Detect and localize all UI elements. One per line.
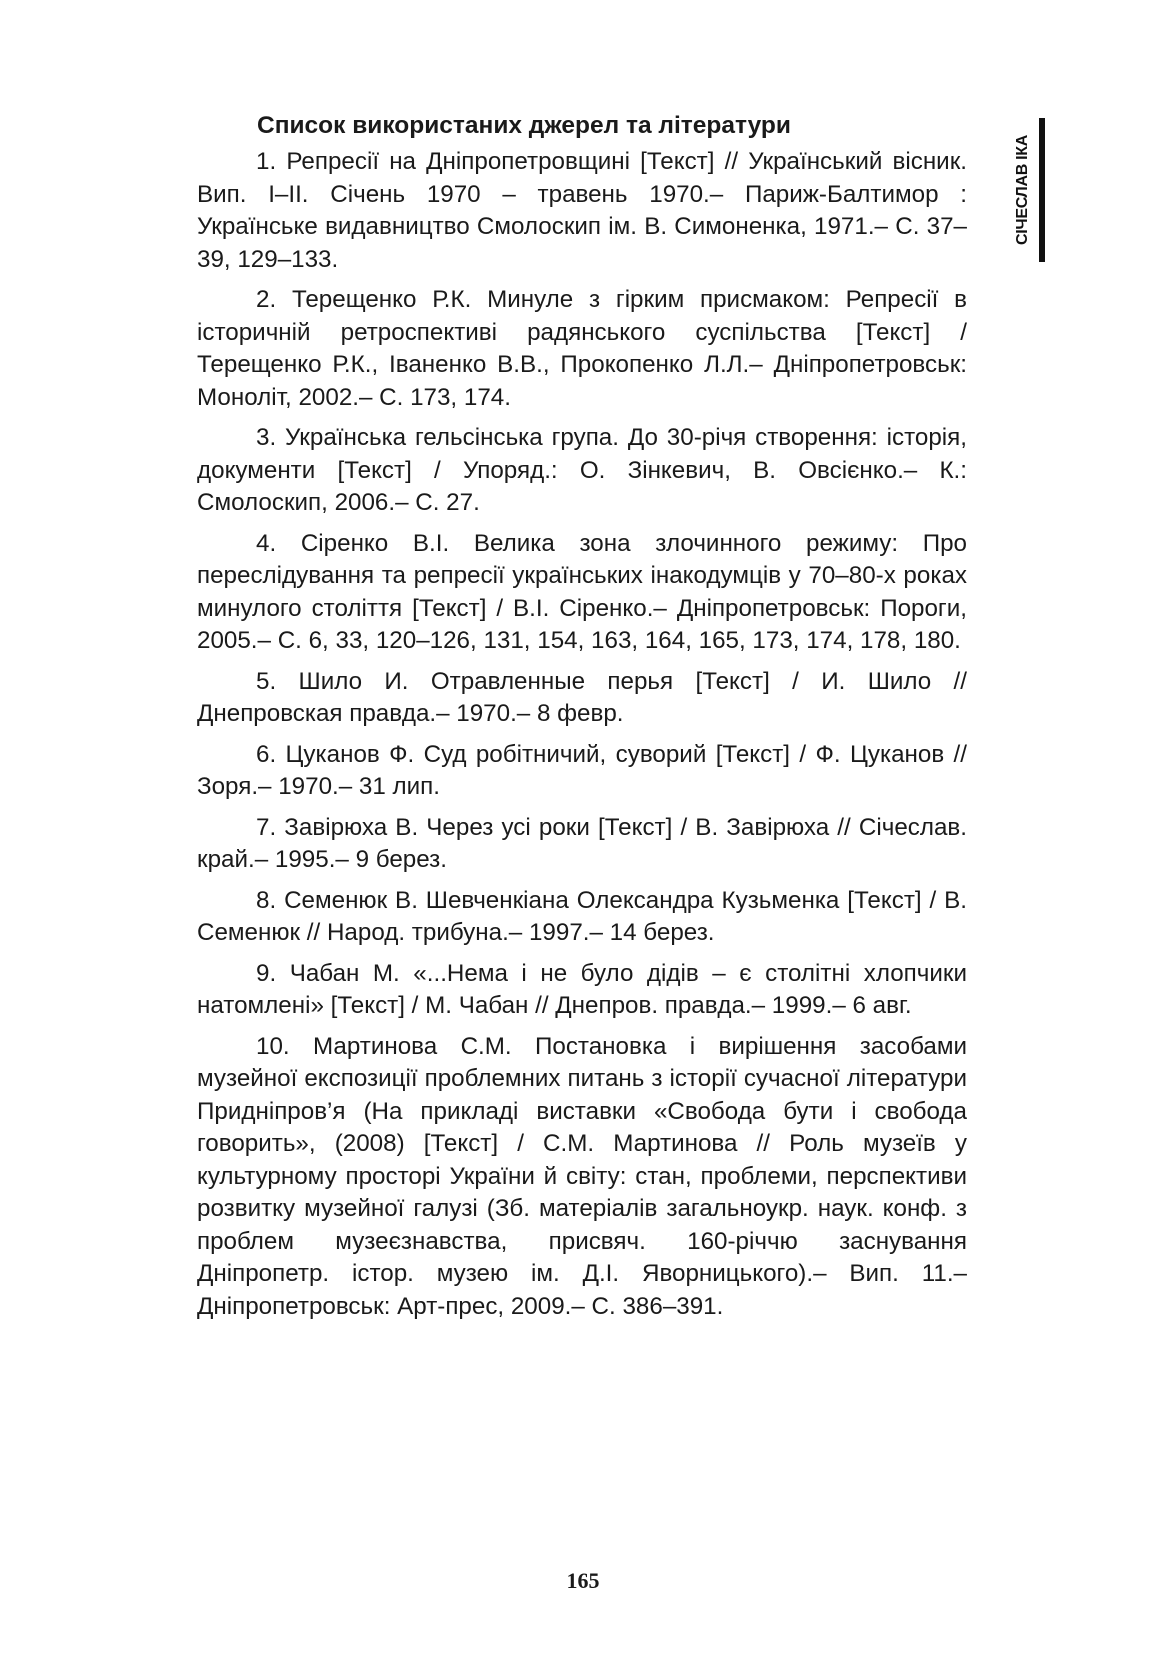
logo-text: СІЧЕСЛАВ ІКА (1014, 134, 1031, 246)
sicheslavika-logo (1005, 118, 1041, 262)
reference-item: 7. Завірюха В. Через усі роки [Текст] / В. Завірюха // Січеслав. край.– 1995.– 9 берез. (197, 813, 967, 873)
reference-item: 3. Українська гельсінська група. До 30-річя створення: історія, документи [Текст] / Упоряд.: О. Зінкевич, В. Овсієнко.– К.: Смолоскип, 2006.– С. 27. (197, 424, 967, 516)
page-number: 165 (566, 1568, 600, 1593)
reference-item: 5. Шило И. Отравленные перья [Текст] / И. Шило // Днепровская правда.– 1970.– 8 февр. (197, 667, 967, 727)
reference-item: 1. Репресії на Дніпропетровщині [Текст] // Український вісник. Вип. I–II. Січень 1970 – травень 1970.– Париж-Балтимор : Українське видавництво Смолоскип ім. В. Симоненка, 1971.– С. 37–39, 129–133. (197, 148, 967, 273)
logo-vertical-bar (1039, 118, 1045, 262)
reference-item: 10. Мартинова С.М. Постановка і вирішення засобами музейної експозиції проблемних питань з історії сучасної літератури Придніпров’я (На прикладі виставки «Свобода бути і свобода говорить», (2008) [Текст] / С.М. Мартинова // Роль музеїв у культурному просторі України й світу: стан, проблеми, перспективи розвитку музейної галузі (Зб. матеріалів загальноукр. наук. конф. з проблем музеєзнавства, присвяч. 160-річчю заснування Дніпропетр. істор. музею ім. Д.І. Яворницького).– Вип. 11.– Дніпропетровськ: Арт-прес, 2009.– С. 386–391. (197, 1032, 967, 1320)
reference-item: 2. Терещенко Р.К. Минуле з гірким присмаком: Репресії в історичній ретроспективі радянського суспільства [Текст] / Терещенко Р.К., Іваненко В.В., Прокопенко Л.Л.– Дніпропетровськ: Моноліт, 2002.– С. 173, 174. (197, 286, 967, 411)
reference-item: 6. Цуканов Ф. Суд робітничий, суворий [Текст] / Ф. Цуканов // Зоря.– 1970.– 31 лип. (197, 740, 967, 800)
reference-item: 8. Семенюк В. Шевченкіана Олександра Кузьменка [Текст] / В. Семенюк // Народ. трибуна.– 1997.– 14 берез. (197, 886, 967, 946)
page-heading: Список використаних джерел та літератури (257, 112, 791, 139)
reference-item: 9. Чабан М. «...Нема і не було дідів – є столітні хлопчики натомлені» [Текст] / М. Чабан // Днепров. правда.– 1999.– 6 авг. (197, 959, 967, 1019)
main-content (197, 110, 967, 1331)
reference-item: 4. Сіренко В.І. Велика зона злочинного режиму: Про переслідування та репресії українських інакодумців у 70–80-х роках минулого століття [Текст] / В.І. Сіренко.– Дніпропетровськ: Пороги, 2005.– С. 6, 33, 120–126, 131, 154, 163, 164, 165, 173, 174, 178, 180. (197, 529, 967, 654)
